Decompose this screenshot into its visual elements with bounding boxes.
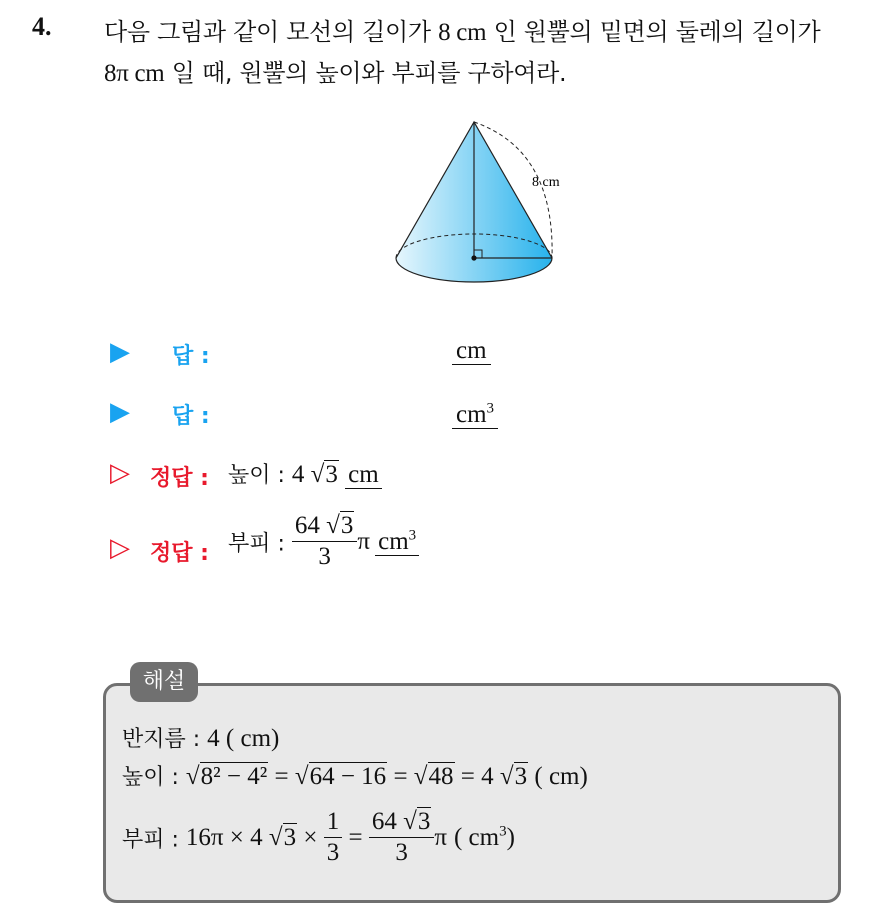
answer-triangle-icon: ▶: [110, 397, 130, 427]
answer-1-blank[interactable]: [452, 338, 491, 364]
correct-triangle-icon: ▷: [110, 533, 130, 563]
solution-box: [103, 683, 841, 903]
solution-volume: 부피 : 16π × 4 √3 × $\frac{1}{3}$ = $\frac{64 √3}{3}$ π ( $cm^3$): [122, 808, 515, 866]
correct-height: 높이 : 4 √3 cm: [228, 458, 382, 489]
correct-volume: 부피 : $\frac{64 √3}{3}$ π $cm^3$: [228, 512, 419, 572]
question-number: 4.: [32, 12, 52, 41]
correct-label: 정답 :: [150, 466, 209, 491]
answer-1-unit: cm: [452, 337, 491, 365]
slant-height-label: 8 cm: [532, 175, 560, 190]
answer-2-unit: $cm^3$: [452, 401, 498, 429]
answer-label: 답 :: [172, 344, 210, 369]
solution-tab: 해설: [130, 662, 198, 702]
correct-triangle-icon: ▷: [110, 458, 130, 488]
answer-label: 답 :: [172, 404, 210, 429]
question-text: 다음 그림과 같이 모선의 길이가 8 cm 인 원뿔의 밑면의 둘레의 길이가 8π cm 일 때, 원뿔의 높이와 부피를 구하여라.: [104, 18, 821, 87]
answer-triangle-icon: ▶: [110, 337, 130, 367]
solution-radius: 반지름 : 4 ( cm): [122, 725, 280, 752]
cone-figure: [380, 110, 580, 295]
solution-height: 높이 : √8² − 4² = √64 − 16 = √48 = 4 √3 ( cm): [122, 763, 588, 790]
answer-2-blank[interactable]: [452, 396, 498, 428]
correct-label: 정답 :: [150, 541, 209, 566]
